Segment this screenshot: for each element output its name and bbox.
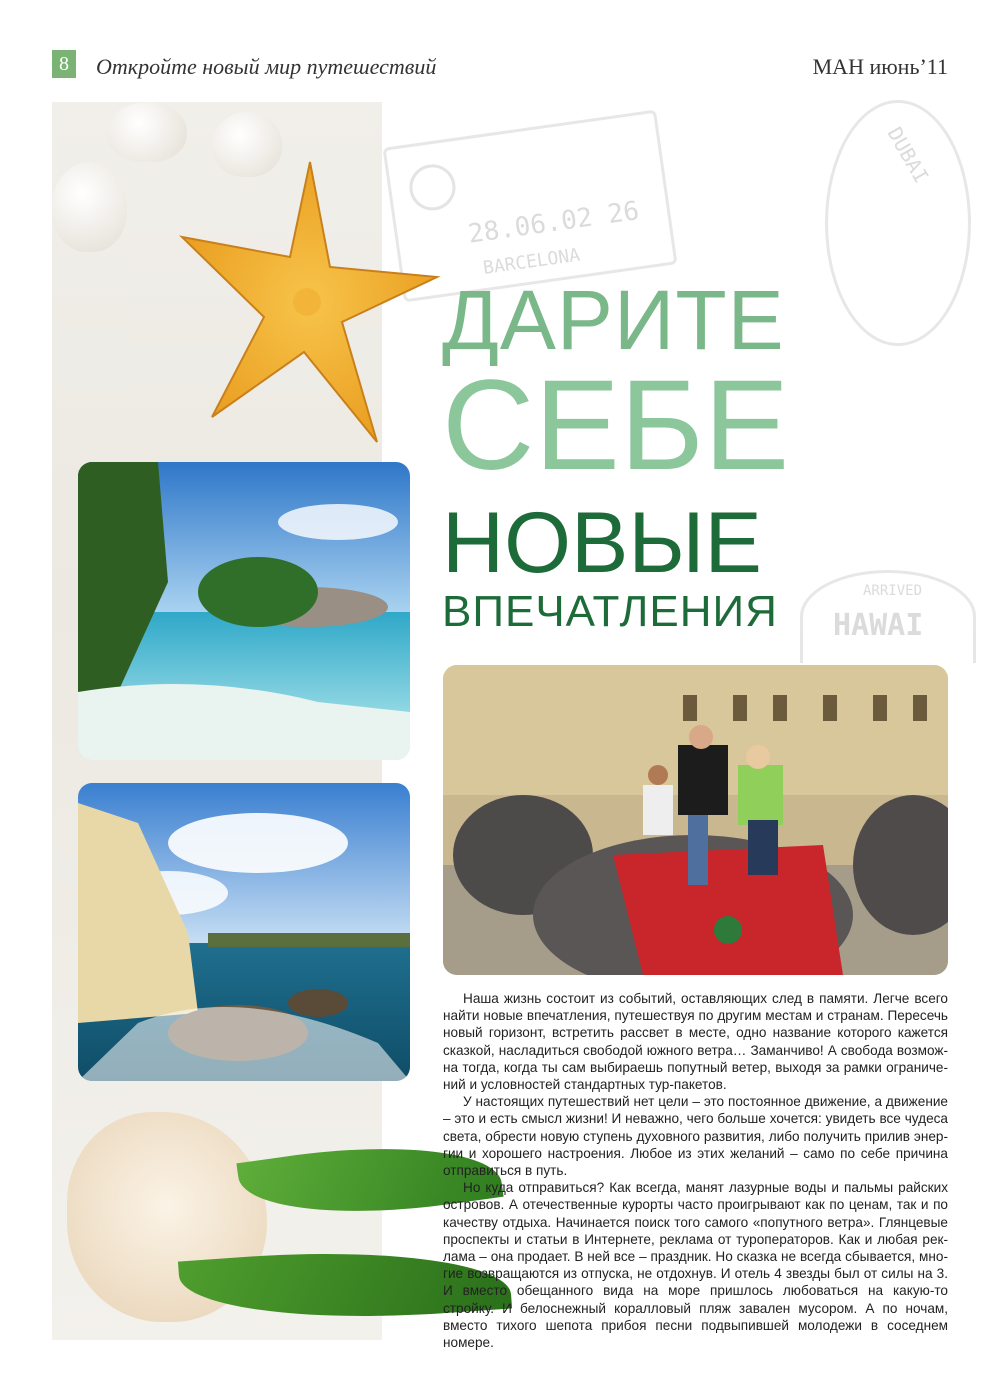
rocky-coast-photo bbox=[78, 783, 410, 1081]
headline-line-4: ВПЕЧАТЛЕНИЯ bbox=[442, 587, 778, 636]
section-title: Откройте новый мир путешествий bbox=[96, 54, 437, 79]
seashell-image bbox=[52, 162, 127, 252]
tropical-beach-photo bbox=[78, 462, 410, 760]
date-stamp-text: 28.06.02 26 bbox=[466, 196, 642, 250]
elephant-ride-photo bbox=[443, 665, 948, 975]
city-stamp-text: BARCELONA bbox=[481, 244, 582, 280]
article-body bbox=[443, 990, 948, 1351]
headline-line-2: СЕБЕ bbox=[442, 354, 790, 497]
dubai-stamp-text: DUBAI bbox=[882, 122, 934, 188]
starfish-image bbox=[172, 157, 442, 457]
headline-line-3: НОВЫЕ bbox=[442, 495, 762, 591]
article-paragraph: Наша жизнь состоит из событий, оставляющих след в памяти. Легче всего найти новые впечатления, путешествуя по другим местам и странам. Пересечь новый горизонт, встретить рассвет в месте, одно название которого кажется сказкой, насладиться свободой южного ветра… Заманчиво! А свобода возмож-на тогда, когда ты сам выбираешь попутный ветер, выходя за рамки ограниче-ний и условностей стандартных тур-пакетов. bbox=[443, 991, 948, 1093]
dubai-stamp bbox=[825, 100, 971, 346]
publication-info: МАН июнь’11 bbox=[812, 54, 948, 79]
page-number: 8 bbox=[52, 50, 76, 78]
hawaii-stamp bbox=[800, 570, 976, 663]
headline-line-1: ДАРИТЕ bbox=[442, 273, 785, 367]
arrived-stamp-text: ARRIVED bbox=[863, 583, 923, 599]
article-paragraph: Но куда отправиться? Как всегда, манят лазурные воды и пальмы райских островов. А отечественные курорты часто проигрывают как по ценам, так и по качеству отдыха. Начинается поиск того самого «попутного ветра». Глянцевые проспекты и статьи в Интернете, реклама от туроператоров. Как и любая рек-лама – она продает. В ней все – праздник. Но сказка не всегда сбывается, мно-гие возвращаются из отпуска, не отдохнув. И отель 4 звезды был от силы на 3. И вместо обещанного вида на море пришлось любоваться на какую-то стройку. И белоснежный коралловый пляж завален мусором. А по ночам, вместо тихого шепота прибоя песни подвыпившей молодежи в соседнем номере. bbox=[443, 1180, 948, 1351]
hawaii-stamp-text: HAWAI bbox=[833, 608, 924, 643]
article-paragraph: У настоящих путешествий нет цели – это постоянное движение, а движение – это и есть смысл жизни! И неважно, чего больше хочется: увидеть все чудеса света, обрести новую ступень духовного развития, либо получить прилив энер-гии и хорошего настроения. Любое из этих желаний – само по себе причина отправиться в путь. bbox=[443, 1094, 948, 1179]
seashell-image bbox=[107, 102, 187, 162]
